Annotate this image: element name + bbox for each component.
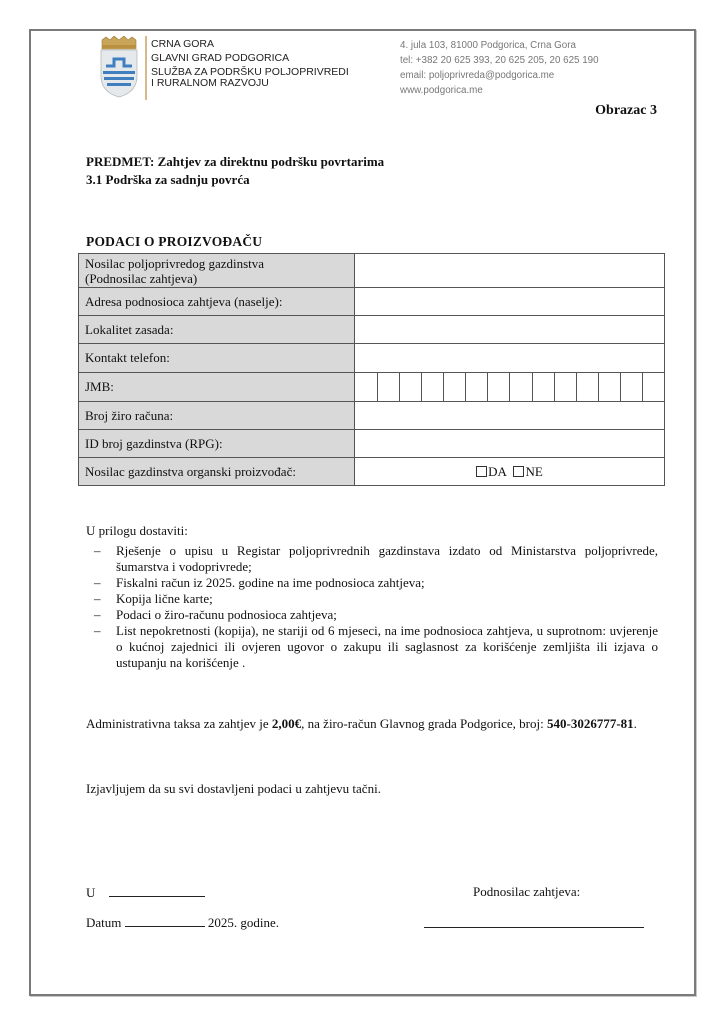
address-label: Adresa podnosioca zahtjeva (naselje): [79, 288, 355, 316]
date-line [86, 914, 279, 931]
table-row [79, 254, 665, 288]
jmb-digit-box[interactable] [532, 373, 554, 401]
organic-producer-options [355, 458, 665, 486]
attachments-intro: U prilogu dostaviti: [86, 523, 188, 538]
producer-data-table [78, 253, 665, 486]
yes-checkbox[interactable] [476, 466, 487, 477]
phone-field[interactable] [355, 344, 665, 373]
jmb-digit-box[interactable] [554, 373, 576, 401]
label-text: (Podnosilac zahtjeva) [85, 270, 198, 286]
fee-text: . [633, 716, 637, 731]
jmb-digit-box[interactable] [465, 373, 487, 401]
jmb-digit-box[interactable] [576, 373, 598, 401]
fee-notice [86, 715, 646, 732]
location-field[interactable] [355, 316, 665, 344]
rpg-id-field[interactable] [355, 430, 665, 458]
website-link[interactable]: www.podgorica.me [400, 85, 483, 96]
address-field[interactable] [355, 288, 665, 316]
label-text: Nosilac poljoprivredog gazdinstva [85, 255, 265, 271]
jmb-digit-box[interactable] [598, 373, 620, 401]
phone: tel: +382 20 625 393, 20 625 205, 20 625 190 [400, 55, 599, 66]
rpg-id-label: ID broj gazdinstva (RPG): [79, 430, 355, 458]
org-line: SLUŽBA ZA PODRŠKU POLJOPRIVREDI [151, 66, 349, 78]
attachments-list [86, 543, 658, 671]
jmb-digit-box[interactable] [487, 373, 509, 401]
jmb-digit-box[interactable] [509, 373, 531, 401]
jmb-digit-box[interactable] [443, 373, 465, 401]
bank-account-label: Broj žiro računa: [79, 402, 355, 430]
applicant-label: Podnosilac zahtjeva: [473, 884, 581, 899]
date-suffix: 2025. godine. [207, 915, 280, 930]
fee-text: Administrativna taksa za zahtjev je [86, 716, 272, 731]
bank-account-field[interactable] [355, 402, 665, 430]
declaration: Izjavljujem da su svi dostavljeni podaci u zahtjevu tačni. [86, 781, 381, 796]
address: 4. jula 103, 81000 Podgorica, Crna Gora [400, 40, 576, 51]
list-item: – Podaci o žiro-računu podnosioca zahtjeva; [86, 607, 658, 623]
holder-label [79, 254, 355, 288]
applicant-signature-field[interactable] [424, 927, 644, 928]
organic-producer-label: Nosilac gazdinstva organski proizvođač: [79, 458, 355, 486]
subject-heading [86, 153, 384, 189]
table-row [79, 373, 665, 402]
jmb-digit-box[interactable] [421, 373, 443, 401]
no-label: NE [525, 463, 543, 479]
jmb-digit-boxes [355, 373, 664, 401]
header-divider [145, 36, 147, 100]
jmb-spacer [355, 373, 377, 401]
form-number: Obrazac 3 [595, 103, 657, 118]
coat-of-arms-icon [97, 36, 141, 98]
yes-label: DA [488, 463, 507, 479]
list-item: – Fiskalni račun iz 2025. godine na ime podnosioca zahtjeva; [86, 575, 658, 591]
jmb-label: JMB: [79, 373, 355, 402]
fee-amount: 2,00€ [271, 716, 302, 731]
list-item: – List nepokretnosti (kopija), ne stariji od 6 mjeseci, na ime podnosioca zahtjeva, u suprotnom: uvjerenje o kućnoj zajednici ili ovjeren ugovor o zakupu ili saglasnost za korišćenje zemljišta ili izjava o ustupanju na korišćenje . [86, 623, 658, 671]
organization-name [151, 37, 349, 90]
org-line: CRNA GORA [151, 38, 215, 50]
no-checkbox[interactable] [513, 466, 524, 477]
jmb-digit-box[interactable] [377, 373, 399, 401]
list-item: – Rješenje o upisu u Registar poljoprivrednih gazdinstava izdato od Ministarstva poljoprivrede, šumarstva i vodoprivrede; [86, 543, 658, 575]
contact-info [400, 38, 599, 98]
phone-label: Kontakt telefon: [79, 344, 355, 373]
list-item: – Kopija lične karte; [86, 591, 658, 607]
date-field[interactable] [125, 914, 205, 927]
table-row [79, 344, 665, 373]
jmb-digit-box[interactable] [399, 373, 421, 401]
org-line: I RURALNOM RAZVOJU [151, 77, 269, 89]
fee-account-number: 540-3026777-81 [547, 716, 634, 731]
place-label: U [86, 885, 96, 900]
date-label: Datum [86, 915, 122, 930]
email-link[interactable]: email: poljoprivreda@podgorica.me [400, 70, 555, 81]
attachments-section [86, 523, 658, 671]
table-row [79, 316, 665, 344]
fee-text: , na žiro-račun Glavnog grada Podgorice, broj: [301, 716, 547, 731]
place-line [86, 884, 205, 901]
jmb-digit-box[interactable] [642, 373, 664, 401]
subject-line: PREDMET: Zahtjev za direktnu podršku povrtarima [86, 154, 385, 169]
table-row [79, 430, 665, 458]
table-row [79, 288, 665, 316]
table-row [79, 458, 665, 486]
org-line: GLAVNI GRAD PODGORICA [151, 52, 290, 64]
subject-subline: 3.1 Podrška za sadnju povrća [86, 172, 250, 187]
location-label: Lokalitet zasada: [79, 316, 355, 344]
jmb-field[interactable] [355, 373, 665, 402]
place-field[interactable] [109, 884, 205, 897]
table-row [79, 402, 665, 430]
holder-name-field[interactable] [355, 254, 665, 288]
jmb-digit-box[interactable] [620, 373, 642, 401]
producer-section-title: PODACI O PROIZVOĐAČU [86, 234, 263, 249]
